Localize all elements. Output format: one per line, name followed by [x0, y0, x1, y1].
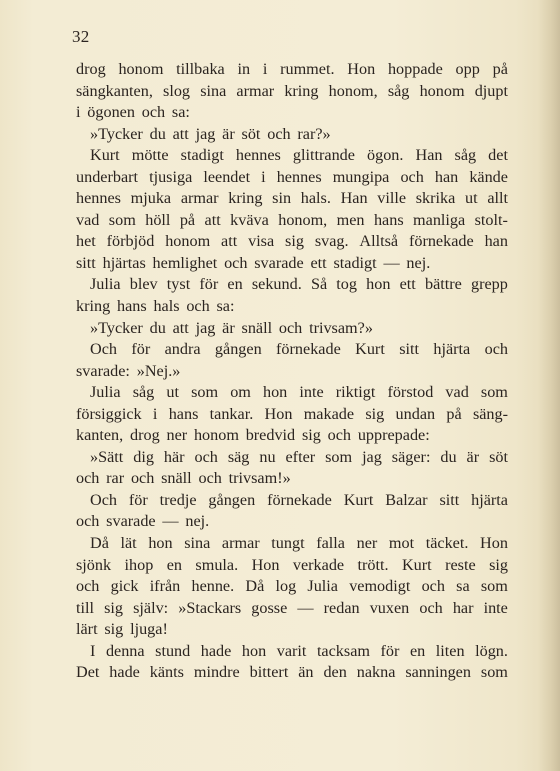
word: sig — [489, 555, 508, 574]
word: såg — [454, 146, 477, 165]
word: hals. — [300, 189, 331, 208]
word: förstod — [387, 383, 434, 402]
word: stadigt — [333, 253, 377, 272]
word: hans — [373, 210, 404, 229]
word: honom — [118, 60, 164, 78]
word: och — [194, 447, 218, 466]
word: Hon — [251, 555, 280, 574]
word: stolt- — [474, 210, 508, 229]
word: förnekade — [276, 340, 341, 359]
word: nej. — [406, 253, 431, 272]
word: bättre — [424, 275, 462, 294]
word: lärt — [76, 620, 98, 639]
word: i — [262, 60, 268, 78]
word: nakna — [356, 663, 396, 682]
text-line — [76, 425, 508, 447]
word: »Sätt — [90, 447, 124, 466]
body-text — [76, 59, 508, 684]
word: svarade — [106, 512, 156, 531]
word: Han — [340, 189, 368, 208]
word: »Tycker — [90, 124, 143, 143]
word: tacksam — [316, 641, 370, 660]
word: en — [227, 275, 243, 294]
text-line — [76, 533, 508, 555]
text-line — [76, 619, 508, 641]
word: sa: — [216, 297, 235, 316]
word: gosse — [251, 598, 288, 617]
word: armar — [236, 81, 275, 100]
word: Då — [245, 577, 265, 596]
word: och — [400, 167, 424, 186]
text-line — [76, 231, 508, 253]
word: Då — [90, 534, 109, 553]
word: stund — [155, 641, 191, 660]
word: lögn. — [475, 641, 508, 660]
word: hon — [366, 275, 391, 294]
word: är — [222, 318, 235, 337]
word: söt — [241, 124, 261, 143]
word: mindre — [193, 663, 240, 682]
word: sig — [365, 404, 385, 423]
word: armar — [221, 534, 260, 553]
word: som — [108, 210, 136, 229]
word: tredje — [159, 490, 197, 509]
text-line — [76, 382, 508, 404]
word: liten — [435, 641, 465, 660]
word: rummet. — [280, 60, 335, 78]
text-line — [76, 253, 508, 275]
word: och — [224, 253, 248, 272]
word: efter — [285, 447, 316, 466]
word: verkade — [292, 555, 345, 574]
word: på — [446, 404, 462, 423]
word: underbart — [76, 167, 139, 186]
word: Kurt — [343, 490, 374, 509]
word: sitt — [76, 253, 96, 272]
word: kanten, — [76, 426, 124, 445]
word: men — [336, 210, 365, 229]
word: djupt — [474, 81, 508, 100]
word: du — [149, 318, 166, 337]
word: hennes — [276, 167, 322, 186]
word: som — [480, 577, 508, 596]
word: drog — [76, 60, 106, 78]
word: inte — [483, 598, 508, 617]
word: och — [419, 598, 443, 617]
word: söt — [489, 447, 508, 466]
word: tyst — [166, 275, 191, 294]
word: som — [325, 447, 353, 466]
word: förbjöd — [106, 232, 155, 251]
word: och — [484, 340, 508, 359]
text-line — [76, 339, 508, 361]
word: jag — [195, 318, 216, 337]
word: ihop — [124, 555, 154, 574]
word: höll — [145, 210, 171, 229]
word: tjusiga — [149, 167, 193, 186]
word: in — [237, 60, 251, 78]
word: Han — [415, 146, 443, 165]
word: het — [76, 232, 96, 251]
word: hon — [148, 534, 173, 553]
word: för — [128, 490, 148, 509]
word: Det — [76, 663, 100, 682]
word: blev — [129, 275, 158, 294]
word: ville — [377, 189, 407, 208]
word: han — [434, 167, 459, 186]
word: hoppade — [387, 60, 443, 78]
word: skrika — [415, 189, 456, 208]
word: Julia — [90, 275, 121, 294]
text-line — [76, 511, 508, 533]
word: Och — [90, 340, 117, 359]
word: visa — [248, 232, 275, 251]
word: själv: — [133, 598, 169, 617]
word: sig — [104, 598, 123, 617]
word: glittrande — [292, 146, 355, 165]
word: mungipa — [332, 167, 390, 186]
word: och — [141, 103, 166, 122]
text-line — [76, 318, 508, 340]
word: kring — [284, 81, 319, 100]
word: lät — [120, 534, 137, 553]
word: förnekade — [408, 232, 474, 251]
word: reste — [445, 555, 476, 574]
word: att — [221, 232, 238, 251]
word: Kurt — [401, 555, 432, 574]
word: ljuga! — [130, 620, 168, 639]
word: tillbaka — [176, 60, 225, 78]
text-line — [76, 102, 508, 124]
word: kände — [469, 167, 508, 186]
word: ett — [310, 253, 327, 272]
word: riktigt — [335, 383, 376, 402]
word: sitt — [439, 490, 460, 509]
word: Balzar — [385, 490, 428, 509]
word: hennes — [76, 189, 121, 208]
word: stadigt — [180, 146, 224, 165]
word: såg — [387, 81, 410, 100]
word: och — [267, 124, 291, 143]
word: I — [90, 641, 96, 660]
word: att — [172, 318, 189, 337]
word: täcket. — [425, 534, 469, 553]
word: och — [186, 297, 210, 316]
word: på — [492, 60, 508, 78]
word: hans — [168, 404, 199, 423]
word: det — [488, 146, 508, 165]
text-line — [76, 361, 508, 383]
word: Kurt — [355, 340, 385, 359]
word: för — [380, 641, 400, 660]
word: en — [166, 555, 182, 574]
text-line — [76, 662, 508, 684]
word: rar?» — [297, 124, 331, 143]
word: bittert — [249, 663, 289, 682]
word: att — [204, 210, 221, 229]
word: gången — [214, 340, 262, 359]
word: andra — [164, 340, 201, 359]
word: honom — [165, 232, 211, 251]
word: säger: — [391, 447, 431, 466]
word: jag — [362, 447, 382, 466]
word: tog — [336, 275, 357, 294]
word: honom, — [328, 81, 378, 100]
word: hemlighet — [152, 253, 218, 272]
word: säg — [227, 447, 250, 466]
word: — — [162, 512, 179, 531]
word: mjuka — [130, 189, 172, 208]
word: armar — [180, 189, 219, 208]
word: jag — [195, 124, 216, 143]
word: sina — [200, 81, 227, 100]
word: försiggick — [76, 404, 142, 423]
word: hon — [241, 641, 267, 660]
word: och — [76, 512, 100, 531]
word: du — [440, 447, 457, 466]
word: och — [327, 426, 352, 445]
word: vad — [76, 210, 100, 229]
page-number: 32 — [72, 27, 90, 46]
word: log — [275, 577, 297, 596]
text-line — [76, 576, 508, 598]
word: är — [222, 124, 235, 143]
word: allt — [487, 189, 508, 208]
word: »Stackars — [178, 598, 242, 617]
word: — — [383, 253, 400, 272]
word: som — [480, 663, 508, 682]
word: än — [298, 663, 314, 682]
word: inte — [299, 383, 324, 402]
text-line — [76, 468, 508, 490]
text-line — [76, 145, 508, 167]
word: vemodigt — [349, 577, 411, 596]
word: mötte — [131, 146, 169, 165]
word: gången — [208, 490, 256, 509]
word: i — [76, 103, 81, 122]
text-line — [76, 59, 508, 81]
text-line — [76, 641, 508, 663]
word: upprepade: — [357, 426, 430, 445]
word: ner — [166, 426, 188, 445]
word: som — [480, 383, 508, 402]
word: rar — [106, 469, 125, 488]
word: för — [199, 275, 219, 294]
word: gick — [110, 577, 139, 596]
word: sig — [104, 620, 124, 639]
word: till — [76, 598, 94, 617]
word: hjärta — [433, 340, 471, 359]
text-line — [76, 598, 508, 620]
word: denna — [105, 641, 145, 660]
word: — — [297, 598, 314, 617]
word: och — [130, 469, 155, 488]
word: snäll — [241, 318, 273, 337]
word: Alltså — [359, 232, 399, 251]
word: kring — [76, 297, 111, 316]
word: leendet — [203, 167, 251, 186]
word: sa: — [171, 103, 190, 122]
word: sekund. — [251, 275, 302, 294]
word: snäll — [161, 469, 192, 488]
word: i — [261, 167, 266, 186]
word: tungt — [271, 534, 305, 553]
word: henne. — [191, 577, 235, 596]
text-line — [76, 404, 508, 426]
word: grepp — [471, 275, 508, 294]
word: undan — [395, 404, 436, 423]
word: på — [179, 210, 196, 229]
word: kring — [228, 189, 263, 208]
word: och — [421, 577, 445, 596]
word: han — [484, 232, 508, 251]
word: sina — [184, 534, 211, 553]
word: sjönk — [76, 555, 112, 574]
word: om — [230, 383, 251, 402]
word: här — [163, 447, 185, 466]
text-line — [76, 210, 508, 232]
text-line — [76, 447, 508, 469]
word: slog — [163, 81, 191, 100]
word: du — [149, 124, 166, 143]
word: i — [152, 404, 158, 423]
word: svarade — [254, 253, 304, 272]
word: sig — [285, 232, 304, 251]
word: sa — [456, 577, 470, 596]
word: för — [131, 340, 151, 359]
word: och — [198, 469, 222, 488]
word: hals — [153, 297, 180, 316]
word: ner — [356, 534, 378, 553]
word: redan — [323, 598, 360, 617]
word: känts — [149, 663, 184, 682]
word: förnekade — [267, 490, 332, 509]
word: trivsam!» — [228, 469, 291, 488]
word: mot — [388, 534, 415, 553]
text-line — [76, 81, 508, 103]
word: hans — [116, 297, 147, 316]
word: dig — [133, 447, 154, 466]
word: opp — [455, 60, 480, 78]
word: hade — [200, 641, 232, 660]
word: Julia — [307, 577, 338, 596]
word: nu — [259, 447, 276, 466]
word: har — [452, 598, 474, 617]
word: kväva — [230, 210, 269, 229]
word: är — [466, 447, 480, 466]
word: nej. — [185, 512, 210, 531]
word: Och — [90, 490, 117, 509]
word: svarade: — [76, 361, 130, 380]
word: tankar. — [209, 404, 254, 423]
word: hon — [262, 383, 288, 402]
word: vuxen — [369, 598, 410, 617]
word: säng- — [472, 404, 508, 423]
word: vad — [445, 383, 469, 402]
word: hennes — [235, 146, 281, 165]
word: smula. — [195, 555, 239, 574]
word: svag. — [314, 232, 349, 251]
text-line — [76, 490, 508, 512]
word: ut — [166, 383, 179, 402]
word: och — [76, 577, 100, 596]
text-line — [76, 555, 508, 577]
word: hade — [109, 663, 140, 682]
word: Hon — [264, 404, 293, 423]
word: att — [172, 124, 189, 143]
word: manliga — [413, 210, 466, 229]
word: trivsam?» — [309, 318, 373, 337]
word: sängkanten, — [76, 81, 153, 100]
word: makade — [303, 404, 355, 423]
word: hjärta — [471, 490, 508, 509]
word: trött. — [357, 555, 389, 574]
text-line — [76, 124, 508, 146]
word: bredvid — [245, 426, 296, 445]
word: honom, — [278, 210, 328, 229]
word: sig — [301, 426, 321, 445]
word: ifrån — [149, 577, 181, 596]
word: Så — [310, 275, 328, 294]
word: Hon — [480, 534, 508, 553]
word: Kurt — [90, 146, 120, 165]
text-line — [76, 274, 508, 296]
word: den — [323, 663, 347, 682]
word: Julia — [90, 383, 121, 402]
word: varit — [276, 641, 307, 660]
word: sitt — [399, 340, 419, 359]
word: drog — [130, 426, 160, 445]
text-line — [76, 296, 508, 318]
word: såg — [132, 383, 155, 402]
word: »Tycker — [90, 318, 143, 337]
word: som — [191, 383, 219, 402]
word: ögonen — [87, 103, 135, 122]
word: en — [409, 641, 426, 660]
word: honom — [419, 81, 465, 100]
word: ögon. — [367, 146, 404, 165]
word: honom — [193, 426, 239, 445]
word: och — [76, 469, 100, 488]
word: Hon — [347, 60, 376, 78]
word: sanningen — [405, 663, 471, 682]
text-line — [76, 188, 508, 210]
word: sin — [272, 189, 292, 208]
word: ut — [465, 189, 478, 208]
word: och — [278, 318, 303, 337]
text-line — [76, 167, 508, 189]
word: ett — [399, 275, 416, 294]
word: hjärtas — [102, 253, 146, 272]
word: falla — [316, 534, 345, 553]
word: »Nej.» — [136, 361, 181, 380]
